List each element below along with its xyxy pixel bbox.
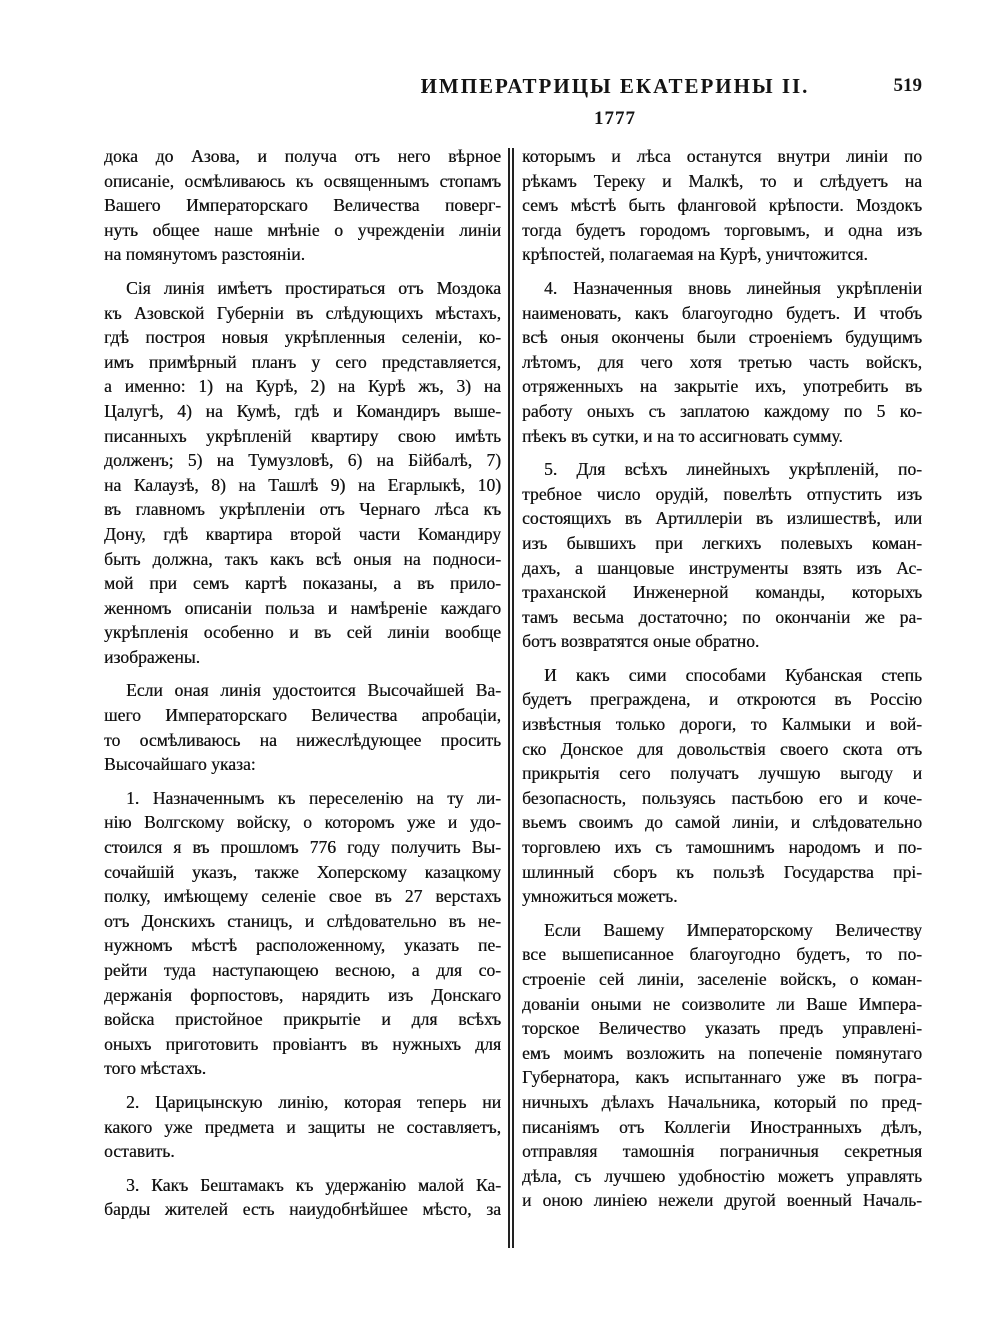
text-line: ботъ возвратятся оные обратно. [522,631,760,652]
running-title: ИМПЕРАТРИЦЫ ЕКАТЕРИНЫ II. [420,74,810,98]
text-line: рейти туда наступающею весною, а для со- [104,960,501,980]
text-line: Вашего Императорскаго Величества поверг- [104,195,501,216]
text-line: торговлею ихъ съ тамошнимъ народомъ и по- [522,837,922,858]
text-line: извѣстныя только дороги, то Калмыки и вой- [522,714,922,735]
text-line: оныхъ приготовить провіантъ въ нужныхъ для [104,1033,501,1054]
paragraph [104,678,501,776]
text-line: на Калаузѣ, 8) на Ташлѣ 9) на Егарлыкѣ, 10) [104,474,501,495]
text-line: писаніямъ отъ Коллегіи Иностранныхъ дѣлъ, [522,1116,922,1137]
text-line: вьемъ своимъ до самой линіи, и слѣдовательно [522,812,922,833]
text-line: рѣкамъ Тереку и Малкѣ, то и слѣдуетъ на [522,170,922,191]
text-line: имъ примѣрный планъ у сего представляется, [104,351,501,372]
text-line: стоился я въ прошломъ 776 году получить Вы- [104,837,501,858]
text-line: дованіи оными не соизволите ли Ваше Импера- [522,993,922,1014]
text-line: Сія линія имѣетъ простираться отъ Моздока [126,277,501,298]
text-line: наименовать, какъ благоугодно будетъ. И чтобъ [522,302,922,323]
paragraph [104,276,501,670]
text-line: нужномъ мѣстѣ расположенному, указать пе- [104,935,501,956]
text-line: изображены. [104,646,200,667]
text-line: отправляя тамошнія пограничныя секретныя [522,1141,922,1162]
text-line: 4. Назначенныя вновь линейныя укрѣпленіи [544,277,922,298]
text-line: шего Императорскаго Величества апробаціи, [104,705,501,726]
text-line: пѣекъ въ сутки, и на то ассигновать сумму. [522,425,843,446]
text-line: описаніе, осмѣливаюсь къ освященнымъ стопамъ [104,170,501,191]
text-line: сочайшій указъ, также Хоперскому казацкому [104,861,501,882]
text-line: ничныхъ дѣлахъ Начальника, который по пред- [522,1091,922,1112]
text-line: въ главномъ укрѣпленіи отъ Чернаго лѣса къ [104,499,501,520]
text-line: какого уже предмета и защиты не составляетъ, [104,1116,501,1137]
paragraph [104,786,501,1081]
text-line: И какъ сими способами Кубанская степь [544,664,922,685]
text-line: тогда будетъ городомъ торговымъ, и одна изъ [522,219,922,240]
text-line: дока до Азова, и получа отъ него вѣрное [104,146,501,166]
text-line: укрѣпленія особенно и въ сей линіи вообще [104,622,501,643]
text-line: барды жителей есть наиудобнѣйшее мѣсто, за [104,1199,501,1220]
text-line: того мѣстахъ. [104,1058,207,1079]
paragraph [522,663,922,909]
paragraph [104,144,501,267]
paragraph [522,918,922,1213]
text-line: траханской Инженерной команды, которыхъ [522,582,922,603]
text-line: Если оная линія удостоится Высочайшей Ва- [126,680,501,701]
text-line: долженъ; 5) на Тумузловѣ, 6) на Бійбалѣ, 7) [104,450,501,471]
paragraph [104,1090,501,1164]
paragraph [522,144,922,267]
paragraph [104,1173,501,1222]
column-divider [508,148,510,1248]
paragraph [522,457,922,654]
text-line: нію Волгскому войску, о которомъ уже и удо- [104,812,501,833]
text-line: отряженныхъ на закрытіе ихъ, употребить въ [522,376,922,397]
text-line: оставить. [104,1141,175,1162]
text-line: будетъ преграждена, и откроются въ Россію [522,689,922,710]
text-line: и оною линіею нежели другой военный Началь- [522,1190,922,1211]
text-line: на помянутомъ разстояніи. [104,244,305,265]
year-heading: 1777 [594,108,636,129]
text-line: всѣ оныя окончены были строеніемъ будущимъ [522,327,922,348]
left-column [104,144,501,1231]
text-line: женномъ описаніи польза и намѣреніе каждаго [104,597,501,618]
text-line: которымъ и лѣса останутся внутри линіи по [522,146,922,166]
right-column [522,144,922,1222]
text-line: Губернатора, какъ испытаннаго уже въ погра- [522,1067,922,1088]
text-line: отъ Донскихъ станицъ, и слѣдовательно въ не- [104,910,501,931]
text-line: прикрытія сего получатъ лучшую выгоду и [522,763,922,784]
text-line: 2. Царицынскую линію, которая теперь ни [126,1091,501,1112]
text-line: Дону, гдѣ квартира второй части Командиру [104,523,501,544]
text-line: ско Донское для довольствія своего скота отъ [522,738,922,759]
text-line: умножиться можетъ. [522,886,678,907]
text-line: работу оныхъ съ заплатою каждому по 5 ко- [522,400,922,421]
text-line: состоящихъ въ Артиллеріи въ излишествѣ, или [522,508,922,529]
text-line: требное число орудій, повелѣть отпустить изъ [522,483,922,504]
text-line: торское Величество указать предъ управлені- [522,1018,922,1039]
text-line: семъ мѣстѣ быть фланговой крѣпости. Моздокъ [522,195,922,216]
text-line: тамъ весьма достаточно; по окончаніи же ра- [522,606,922,627]
paragraph [522,276,922,448]
text-line: 3. Какъ Бештамакъ къ удержанію малой Ка- [126,1174,501,1195]
page-number: 519 [893,75,922,96]
text-line: войска пристойное прикрытіе и для всѣхъ [104,1009,501,1030]
text-line: дѣла, съ лучшею удобностію можетъ управлять [522,1165,922,1186]
text-line: крѣпостей, полагаемая на Курѣ, уничтожится. [522,244,868,265]
text-line: лѣтомъ, для чего хотя третью часть войскъ, [522,351,922,372]
text-line: то осмѣливаюсь на нижеслѣдующее просить [104,729,501,750]
text-line: мой при семъ картѣ показаны, а въ прило- [104,573,501,594]
text-line: шлинный сборъ къ пользѣ Государства прі- [522,861,922,882]
text-line: безопасность, пользуясь пастьбою его и коче- [522,787,922,808]
text-line: Если Вашему Императорскому Величеству [544,919,922,940]
text-line: дахъ, а шанцовые инструменты взять изъ Ас- [522,557,922,578]
text-line: все вышеписанное благоугодно будетъ, то по- [522,944,922,965]
text-line: держанія форпостовъ, нарядить изъ Донскаго [104,984,501,1005]
text-line: гдѣ построя новыя укрѣпленныя селеніи, ко- [104,327,501,348]
text-line: 1. Назначеннымъ къ переселенію на ту ли- [126,787,501,808]
text-line: емъ моимъ возложить на попеченіе помянутаго [522,1042,922,1063]
text-line: быть должна, такъ какъ всѣ оныя на подноси- [104,548,501,569]
text-line: строеніе сей линіи, заселеніе войскъ, о коман- [522,969,922,989]
text-line: 5. Для всѣхъ линейныхъ укрѣпленій, по- [544,459,922,480]
text-line: писанныхъ укрѣпленій квартиру свою имѣть [104,425,501,446]
text-line: нуть общее наше мнѣніе о учрежденіи линіи [104,219,501,240]
text-line: а именно: 1) на Курѣ, 2) на Курѣ жъ, 3) на [104,376,501,397]
running-head [290,74,940,104]
text-line: къ Азовской Губерніи въ слѣдующихъ мѣстахъ, [104,302,501,323]
column-divider [512,148,514,1248]
text-line: Высочайшаго указа: [104,754,256,775]
text-line: полку, имѣющему селеніе свое въ 27 верстахъ [104,886,501,907]
text-line: Цалугѣ, 4) на Кумѣ, гдѣ и Командиръ выше- [104,400,501,421]
text-line: изъ бывшихъ при легкихъ полевыхъ коман- [522,532,922,553]
